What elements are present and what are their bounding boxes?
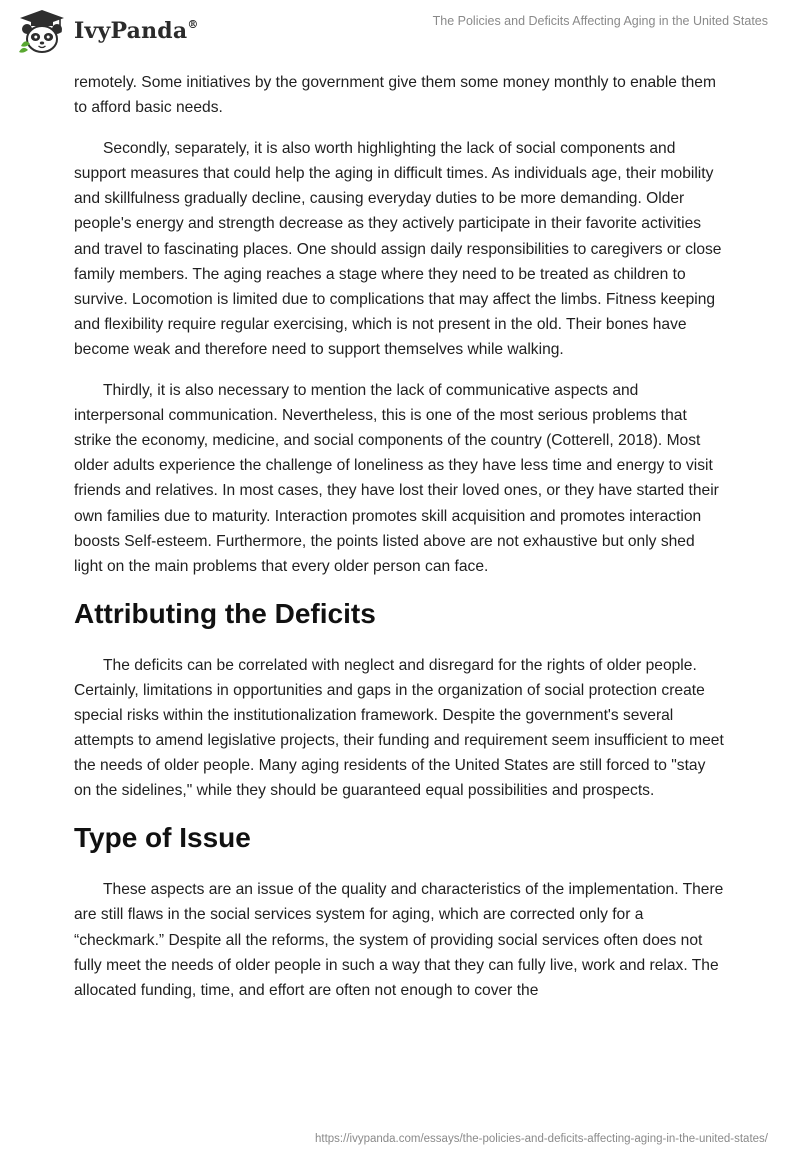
paragraph-deficits: The deficits can be correlated with neglect and disregard for the rights of older people. Certainly, limitations in opportunities and gaps in the organization of social protection create special risks within the institutionalization framework. Despite the government's several attempts to amend legislative projects, their funding and requirement seem insufficient to meet the needs of older people. Many aging residents of the United States are still forced to "stay on the sidelines," while they should be guaranteed equal possibilities and prospects. [74,656,724,800]
heading-attributing-the-deficits: Attributing the Deficits [74,597,376,629]
logo-wordmark [74,18,199,44]
document-title: The Policies and Deficits Affecting Aging in the United States [432,14,768,28]
page-header [0,0,800,60]
paragraph-thirdly: Thirdly, it is also necessary to mention the lack of communicative aspects and interpersonal communication. Nevertheless, this is one of the most serious problems that strike the economy, medicine, and social components of the country (Cotterell, 2018). Most older adults experience the challenge of loneliness as they have less time and energy to visit friends and relatives. In most cases, they have lost their loved ones, or they have started their own families due to maturity. Interaction promotes skill acquisition and promotes interaction boosts Self-esteem. Furthermore, the points listed above are not exhaustive but only shed light on the main problems that every older person can face. [74,382,719,575]
ivypanda-logo[interactable] [16,8,199,54]
logo-text: IvyPanda [74,18,188,44]
essay-content [74,70,724,1019]
panda-graduation-cap-icon [16,8,68,54]
paragraph-continuation: remotely. Some initiatives by the government give them some money monthly to enable them to afford basic needs. [74,74,716,117]
footer-source-url[interactable]: https://ivypanda.com/essays/the-policies-and-deficits-affecting-aging-in-the-united-states/ [315,1133,768,1145]
paragraph-type-of-issue: These aspects are an issue of the quality and characteristics of the implementation. There are still flaws in the social services system for aging, which are corrected only for a “checkmark.” Despite all the reforms, the system of providing social services often does not fully meet the needs of older people in such a way that they can fully live, work and relax. The allocated funding, time, and effort are often not enough to cover the [74,881,724,999]
registered-mark: ® [187,17,199,31]
heading-type-of-issue: Type of Issue [74,822,251,854]
paragraph-secondly: Secondly, separately, it is also worth highlighting the lack of social components and support measures that could help the aging in difficult times. As individuals age, their mobility and skillfulness gradually decline, causing everyday duties to be more demanding. Older people's energy and strength decrease as they actively participate in their favorite activities and travel to fascinating places. One should assign daily responsibilities to caregivers or close family members. The aging reaches a stage where they need to be treated as children to survive. Locomotion is limited due to complications that may affect the limbs. Fitness keeping and flexibility require regular exercising, which is not present in the old. Their bones have become weak and therefore need to support themselves while walking. [74,140,722,358]
